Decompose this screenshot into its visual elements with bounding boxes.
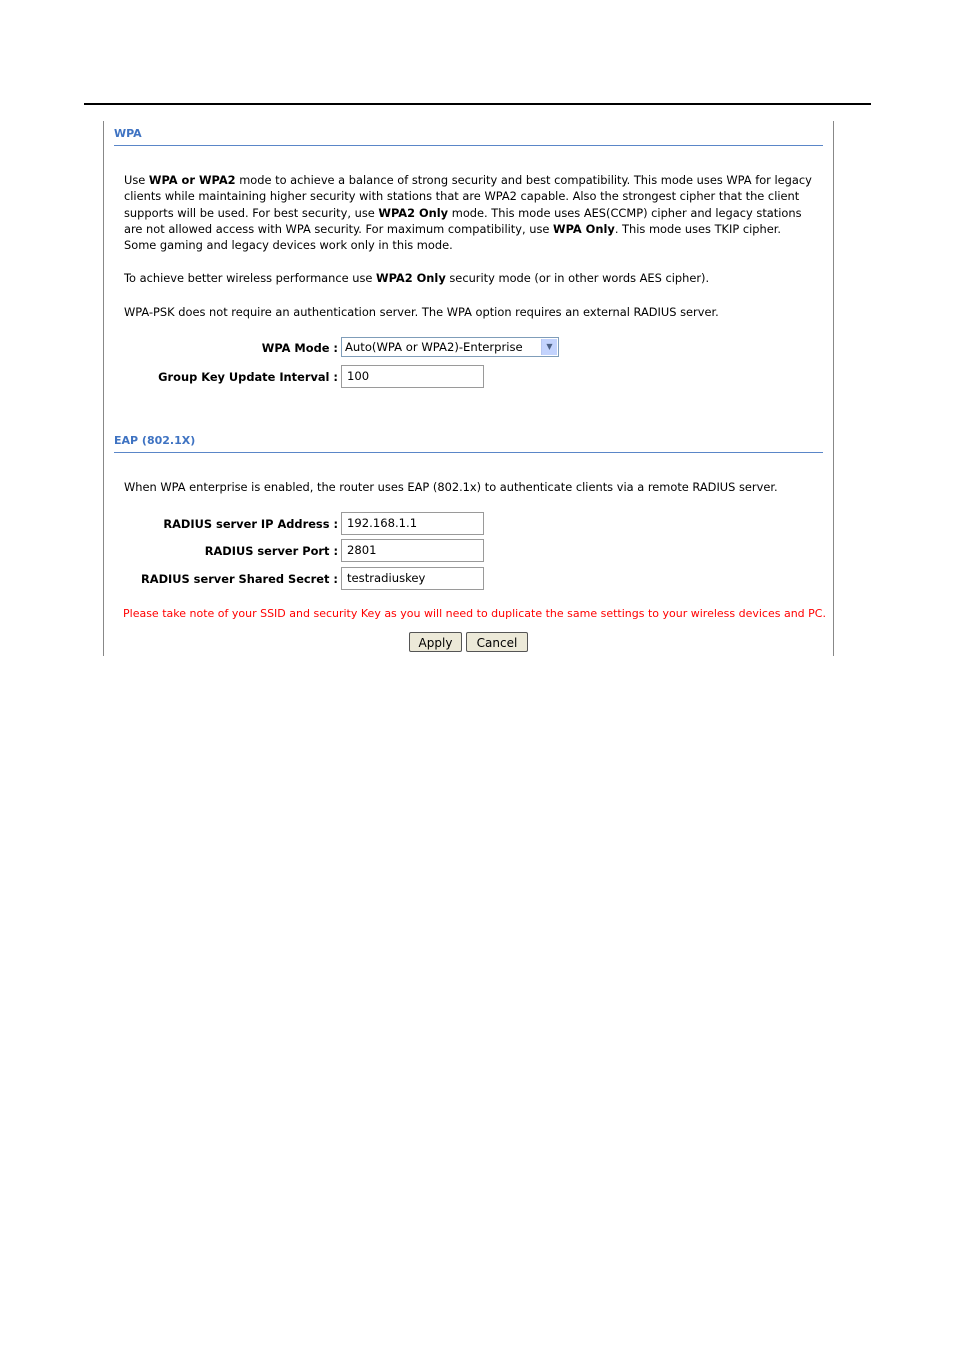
radius-secret-label: RADIUS server Shared Secret :: [140, 572, 338, 586]
group-key-row: [104, 365, 833, 389]
ssid-warning-text: Please take note of your SSID and security Key as you will need to duplicate the same settings to your wireless devices and PC.: [123, 607, 826, 620]
radius-port-row: [104, 539, 833, 563]
radius-port-input[interactable]: 2801: [341, 539, 484, 562]
wpa-intro-text: Use WPA or WPA2 mode to achieve a balance of strong security and best compatibility. This mode uses WPA for legacy clients while maintaining higher security with stations that are WPA2 capable. Also the strongest cipher that the client supports will be used. For best security, use WPA2 Only mode. This mode uses AES(CCMP) cipher and legacy stations are not allowed access with WPA security. For maximum compatibility, use WPA Only. This mode uses TKIP cipher. Some gaming and legacy devices work only in this mode.: [124, 173, 812, 253]
radius-port-label: RADIUS server Port :: [204, 544, 338, 558]
radius-secret-input[interactable]: testradiuskey: [341, 567, 484, 590]
eap-intro-text: When WPA enterprise is enabled, the router uses EAP (802.1x) to authenticate clients via a remote RADIUS server.: [124, 480, 778, 494]
cancel-button[interactable]: Cancel: [466, 632, 528, 652]
wpa-mode-row: [104, 337, 833, 361]
wpa-heading-text: WPA: [114, 127, 142, 140]
page-top-rule: [84, 103, 871, 105]
wpa-psk-note: WPA-PSK does not require an authentication server. The WPA option requires an external RADIUS server.: [124, 305, 719, 319]
eap-heading-text: EAP (802.1X): [114, 434, 196, 447]
group-key-input[interactable]: 100: [341, 365, 484, 388]
wpa-mode-value: Auto(WPA or WPA2)-Enterprise: [345, 340, 523, 354]
radius-secret-row: [104, 567, 833, 591]
wireless-security-panel: [103, 121, 834, 656]
radius-ip-row: [104, 512, 833, 536]
chevron-down-icon[interactable]: ▼: [541, 339, 557, 355]
wpa-mode-label: WPA Mode :: [261, 341, 338, 355]
group-key-label: Group Key Update Interval :: [158, 370, 338, 384]
radius-ip-input[interactable]: 192.168.1.1: [341, 512, 484, 535]
wpa-section-heading: [114, 125, 823, 146]
wpa-mode-select[interactable]: [341, 337, 559, 357]
eap-section-heading: [114, 432, 823, 453]
radius-ip-label: RADIUS server IP Address :: [163, 517, 338, 531]
apply-button[interactable]: Apply: [409, 632, 462, 652]
wpa-performance-text: To achieve better wireless performance use WPA2 Only security mode (or in other words AES cipher).: [124, 271, 710, 285]
